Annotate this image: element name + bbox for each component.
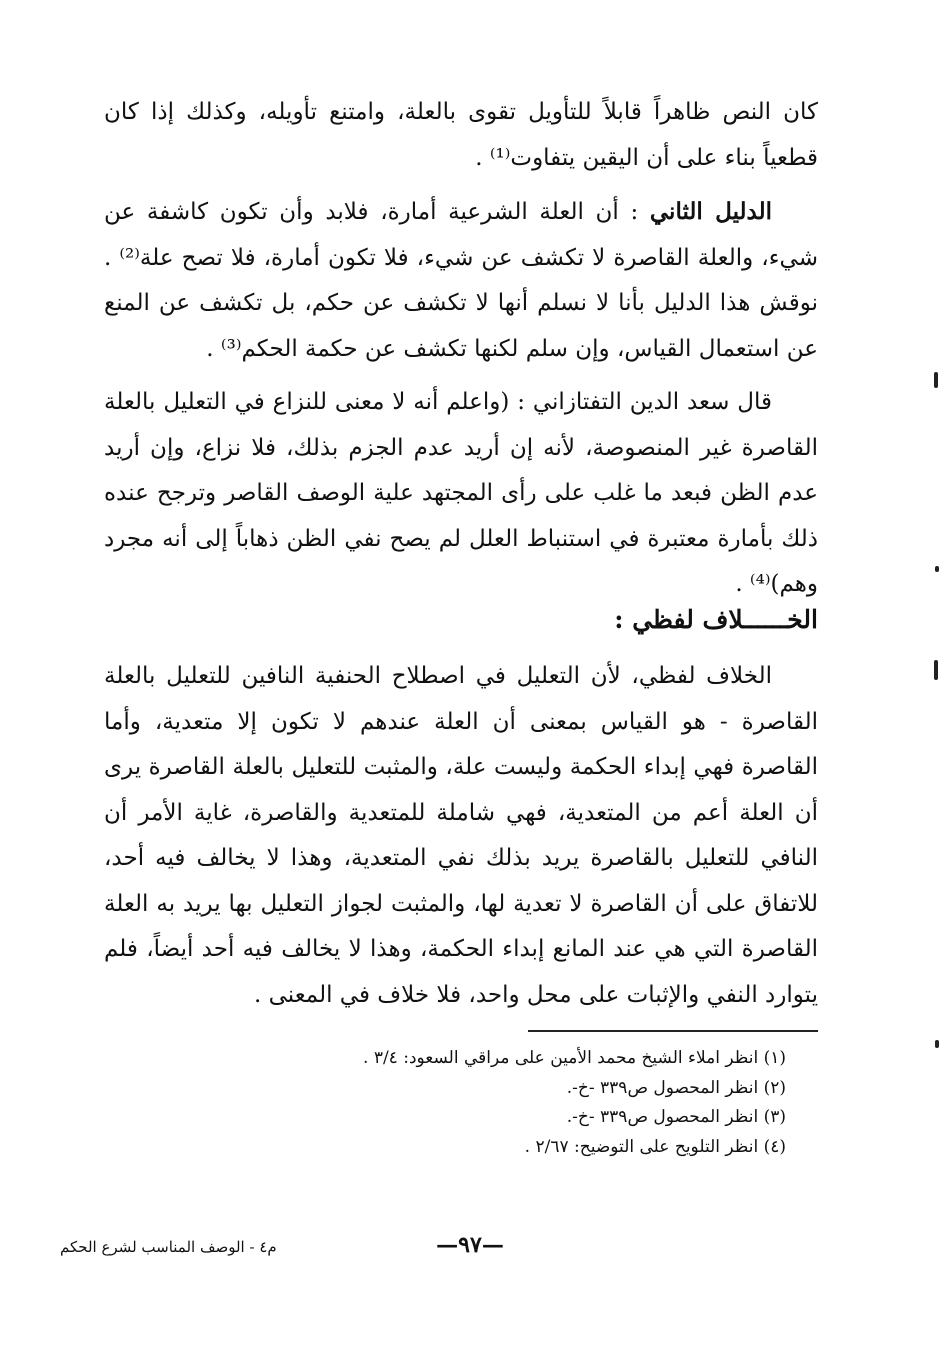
paragraph-3-text: قال سعد الدين التفتازاني : (واعلم أنه لا معنى للنزاع في التعليل بالعلة القاصرة غير المنصوصة، لأنه إن أريد عدم الجزم بذلك، فلا نزاع، وإن أريد عدم الظن فبعد ما غلب على رأى المجتهد علية الوصف القاصر وترجح عنده ذلك بأمارة معتبرة في استنباط العلل لم يصح نفي الظن ذهاباً إلى أنه مجرد وهم)⁽⁴⁾ .: [104, 389, 818, 597]
footnote-divider: [528, 1030, 818, 1032]
footnote-2: (٢) انظر المحصول ص٣٣٩ -خ-.: [566, 1077, 786, 1098]
paragraph-1: [104, 90, 818, 181]
paragraph-4: [104, 654, 818, 1018]
footnote-3: (٣) انظر المحصول ص٣٣٩ -خ-.: [566, 1107, 786, 1127]
scan-edge-mark: [934, 660, 938, 680]
paragraph-2: [104, 189, 818, 372]
footnotes-list: [300, 1044, 786, 1162]
scan-edge-mark: [935, 1040, 939, 1048]
paragraph-3: [104, 380, 818, 608]
paragraph-4-text: الخلاف لفظي، لأن التعليل في اصطلاح الحنفية النافين للتعليل بالعلة القاصرة - هو القياس بمعنى أن العلة عندهم لا تكون إلا متعدية، وأما القاصرة فهي إبداء الحكمة وليست علة، والمثبت للتعليل بالعلة القاصرة يرى أن العلة أعم من المتعدية، فهي شاملة للمتعدية والقاصرة، غاية الأمر أن النافي للتعليل بالقاصرة يريد بذلك نفي المتعدية، وهذا لا يخالف فيه أحد، للاتفاق على أن القاصرة لا تعدية لها، والمثبت لجواز التعليل بها يريد به العلة القاصرة التي هي عند المانع إبداء الحكمة، وهذا لا يخالف فيه أحد أيضاً، فلم يتوارد النفي والإثبات على محل واحد، فلا خلاف في المعنى .: [104, 663, 818, 1008]
scan-edge-mark: [935, 566, 939, 572]
scan-edge-mark: [934, 372, 938, 388]
footnote-1: (١) انظر املاء الشيخ محمد الأمين على مراقي السعود: ٣/٤ .: [363, 1048, 786, 1068]
running-footer: م٤ - الوصف المناسب لشرع الحكم: [60, 1238, 277, 1256]
paragraph-2-lead: الدليل الثاني: [649, 198, 772, 225]
page-number: —٩٧—: [436, 1232, 504, 1258]
section-heading: الخــــــلاف لفظي :: [614, 605, 818, 634]
paragraph-2-text: : أن العلة الشرعية أمارة، فلابد وأن تكون كاشفة عن شيء، والعلة القاصرة لا تكشف عن شيء، فلا تكون أمارة، فلا تصح علة⁽²⁾ . نوقش هذا الدليل بأنا لا نسلم أنها لا تكشف عن حكم، بل تكشف عن المنع عن استعمال القياس، وإن سلم لكنها تكشف عن حكمة الحكم⁽³⁾ .: [104, 199, 818, 362]
footnote-4: (٤) انظر التلويح على التوضيح: ٢/٦٧ .: [524, 1136, 786, 1157]
paragraph-1-text: كان النص ظاهراً قابلاً للتأويل تقوى بالعلة، وامتنع تأويله، وكذلك إذا كان قطعياً بناء على أن اليقين يتفاوت⁽¹⁾ .: [104, 99, 818, 171]
body-text-upper: [104, 90, 818, 608]
body-text-lower: [104, 654, 818, 1018]
